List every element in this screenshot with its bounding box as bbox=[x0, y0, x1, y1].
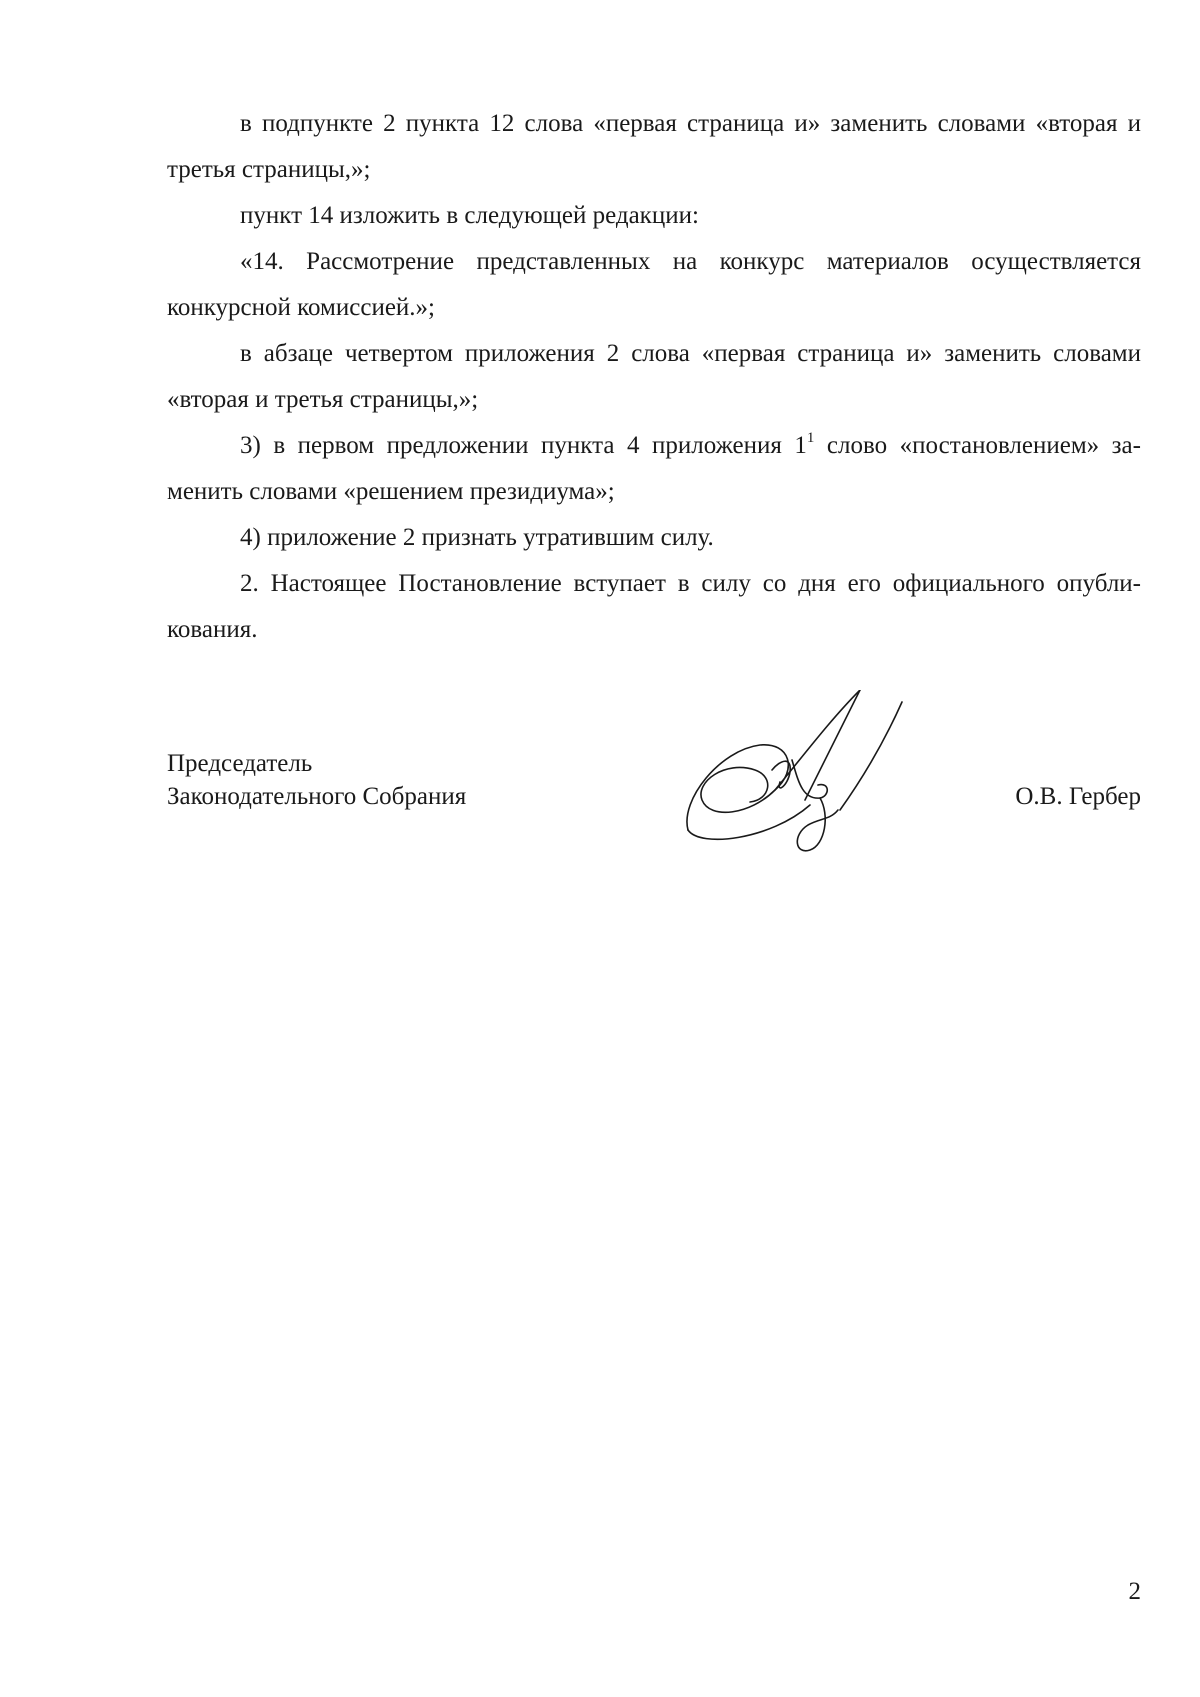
page-number: 2 bbox=[1128, 1578, 1141, 1605]
signatory-title-line2: Законодательного Собрания bbox=[167, 783, 467, 810]
paragraph-item-14-intro: пункт 14 изложить в следующей редакции: bbox=[240, 202, 699, 229]
paragraph-item-4: 4) приложение 2 признать утратившим силу. bbox=[240, 524, 714, 551]
paragraph-subitem-2-item-12: в подпункте 2 пункта 12 слова «первая страница и» заменить словами «вторая и третья страницы,»; bbox=[167, 110, 1141, 183]
paragraph-appendix-2-fourth: в абзаце четвертом приложения 2 слова «первая страница и» заменить словами «вторая и третья страницы,»; bbox=[167, 340, 1141, 413]
paragraph-item-3-pre: 3) в первом предложении пункта 4 приложения 1 bbox=[240, 432, 807, 459]
paragraph-item-14-text: «14. Рассмотрение представленных на конкурс материалов осуществляется конкурсной комиссией.»; bbox=[167, 248, 1141, 321]
signatory-name: О.В. Гербер bbox=[1015, 783, 1141, 810]
handwritten-signature bbox=[680, 690, 930, 870]
signatory-title bbox=[167, 747, 466, 813]
signatory-title-line1: Председатель bbox=[167, 750, 313, 777]
paragraph-item-3 bbox=[167, 423, 1141, 515]
paragraph-effective-date: 2. Настоящее Постановление вступает в силу со дня его официального опубликования. bbox=[167, 570, 1141, 643]
superscript: 1 bbox=[806, 429, 815, 446]
paragraph-item-3-post: слово «постановлением» заменить словами «решением президиума»; bbox=[167, 432, 1141, 505]
document-body bbox=[167, 101, 1141, 653]
